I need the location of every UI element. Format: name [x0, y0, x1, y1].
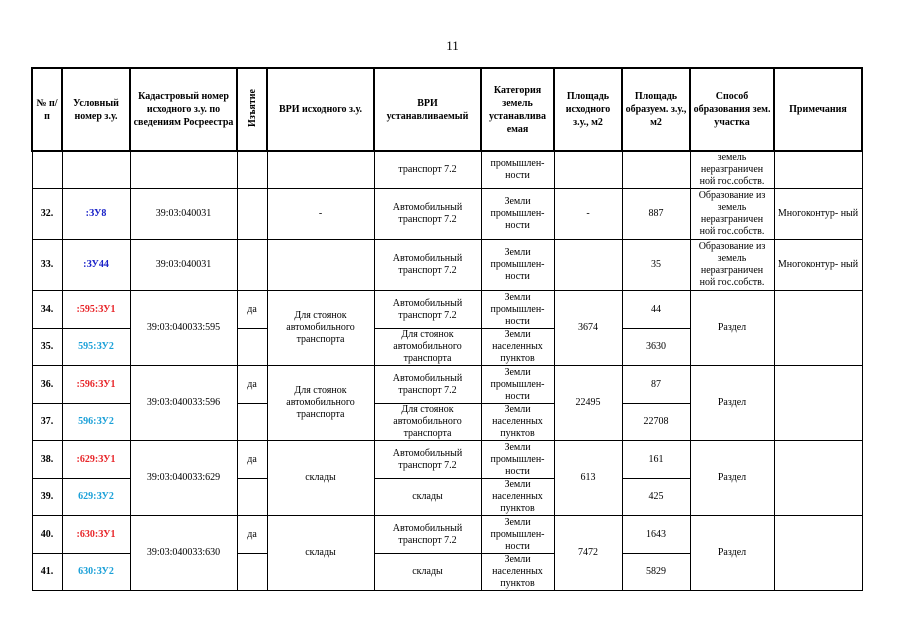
cell-area-formed: 1643 — [622, 516, 690, 554]
cell-code: :ЗУ44 — [62, 240, 130, 291]
cell-code: :ЗУ8 — [62, 189, 130, 240]
cell-method: земель неразграничен ной гос.собств. — [690, 151, 774, 189]
header-category: Категория земель устанавлива емая — [481, 68, 554, 151]
page-number: 11 — [446, 38, 459, 53]
table-row — [32, 366, 862, 404]
cell-cadastral: 39:03:040033:595 — [130, 291, 237, 366]
cell-vri-source: - — [267, 189, 374, 240]
cell-vri-source: Для стоянок автомобильного транспорта — [267, 291, 374, 366]
land-plots-table — [31, 67, 863, 591]
table-row — [32, 516, 862, 554]
cell-method: Образование из земель неразграничен ной гос.собств. — [690, 240, 774, 291]
cell-category: Земли населенных пунктов — [481, 479, 554, 516]
cell-category: Земли населенных пунктов — [481, 329, 554, 366]
cell-vri-set: Автомобильный транспорт 7.2 — [374, 240, 481, 291]
cell-seizure: да — [237, 441, 267, 479]
cell-vri-set: Автомобильный транспорт 7.2 — [374, 441, 481, 479]
cell-category: Земли населенных пунктов — [481, 554, 554, 591]
header-conditional-number: Условный номер з.у. — [62, 68, 130, 151]
header-vri-set: ВРИ устанавливаемый — [374, 68, 481, 151]
cell-cadastral: 39:03:040033:596 — [130, 366, 237, 441]
cell-vri-set: Автомобильный транспорт 7.2 — [374, 516, 481, 554]
cell-vri-set: склады — [374, 479, 481, 516]
cell-category: промышлен- ности — [481, 151, 554, 189]
cell-num: 32. — [32, 189, 62, 240]
cell-num — [32, 151, 62, 189]
cell-notes — [774, 291, 862, 366]
cell-cadastral: 39:03:040033:630 — [130, 516, 237, 591]
cell-vri-set: склады — [374, 554, 481, 591]
cell-code: 630:ЗУ2 — [62, 554, 130, 591]
cell-num: 41. — [32, 554, 62, 591]
cell-vri-set: Автомобильный транспорт 7.2 — [374, 189, 481, 240]
cell-vri-set: Для стоянок автомобильного транспорта — [374, 404, 481, 441]
cell-notes — [774, 151, 862, 189]
cell-num: 40. — [32, 516, 62, 554]
cell-code: 629:ЗУ2 — [62, 479, 130, 516]
cell-num: 33. — [32, 240, 62, 291]
cell-notes — [774, 516, 862, 591]
cell-cadastral: 39:03:040031 — [130, 240, 237, 291]
cell-category: Земли промышлен- ности — [481, 516, 554, 554]
cell-area-formed: 22708 — [622, 404, 690, 441]
header-area-source: Площадь исходного з.у., м2 — [554, 68, 622, 151]
cell-area-formed: 35 — [622, 240, 690, 291]
cell-vri-set: Автомобильный транспорт 7.2 — [374, 291, 481, 329]
cell-vri-source: Для стоянок автомобильного транспорта — [267, 366, 374, 441]
cell-code: :595:ЗУ1 — [62, 291, 130, 329]
header-seizure — [237, 68, 267, 151]
cell-area-source: - — [554, 189, 622, 240]
cell-area-formed: 887 — [622, 189, 690, 240]
header-notes: Примечания — [774, 68, 862, 151]
cell-num: 36. — [32, 366, 62, 404]
header-cadastral-number: Кадастровый номер исходного з.у. по сведениям Росреестра — [130, 68, 237, 151]
cell-notes — [774, 441, 862, 516]
cell-category: Земли промышлен- ности — [481, 291, 554, 329]
cell-area-formed: 3630 — [622, 329, 690, 366]
cell-area-formed: 5829 — [622, 554, 690, 591]
cell-area-formed: 161 — [622, 441, 690, 479]
cell-method: Раздел — [690, 366, 774, 441]
cell-vri-source — [267, 151, 374, 189]
cell-code: 596:ЗУ2 — [62, 404, 130, 441]
cell-method: Образование из земель неразграничен ной гос.собств. — [690, 189, 774, 240]
cell-notes — [774, 366, 862, 441]
header-area-formed: Площадь образуем. з.у., м2 — [622, 68, 690, 151]
cell-seizure — [237, 329, 267, 366]
cell-category: Земли населенных пунктов — [481, 404, 554, 441]
table-row — [32, 441, 862, 479]
header-seizure-label: Изъятие — [246, 88, 258, 127]
cell-method: Раздел — [690, 441, 774, 516]
cell-cadastral — [130, 151, 237, 189]
cell-code: :596:ЗУ1 — [62, 366, 130, 404]
cell-vri-source: склады — [267, 441, 374, 516]
cell-num: 35. — [32, 329, 62, 366]
cell-category: Земли промышлен- ности — [481, 441, 554, 479]
cell-num: 38. — [32, 441, 62, 479]
table-row — [32, 291, 862, 329]
cell-method: Раздел — [690, 516, 774, 591]
cell-seizure: да — [237, 516, 267, 554]
cell-seizure — [237, 240, 267, 291]
cell-cadastral: 39:03:040033:629 — [130, 441, 237, 516]
cell-vri-set: Автомобильный транспорт 7.2 — [374, 366, 481, 404]
cell-vri-set: транспорт 7.2 — [374, 151, 481, 189]
cell-cadastral: 39:03:040031 — [130, 189, 237, 240]
cell-vri-set: Для стоянок автомобильного транспорта — [374, 329, 481, 366]
cell-area-source: 7472 — [554, 516, 622, 591]
table-row-continuation — [32, 151, 862, 189]
cell-area-formed: 425 — [622, 479, 690, 516]
cell-num: 37. — [32, 404, 62, 441]
cell-vri-source — [267, 240, 374, 291]
cell-category: Земли промышлен- ности — [481, 240, 554, 291]
cell-method: Раздел — [690, 291, 774, 366]
cell-area-source: 3674 — [554, 291, 622, 366]
header-vri-source: ВРИ исходного з.у. — [267, 68, 374, 151]
cell-code: :629:ЗУ1 — [62, 441, 130, 479]
cell-area-source — [554, 151, 622, 189]
header-row — [32, 68, 862, 151]
cell-num: 39. — [32, 479, 62, 516]
cell-notes: Многоконтур- ный — [774, 240, 862, 291]
table-row — [32, 240, 862, 291]
cell-area-source — [554, 240, 622, 291]
cell-code: 595:ЗУ2 — [62, 329, 130, 366]
cell-category: Земли промышлен- ности — [481, 366, 554, 404]
cell-area-formed — [622, 151, 690, 189]
table-row — [32, 189, 862, 240]
cell-num: 34. — [32, 291, 62, 329]
cell-area-formed: 87 — [622, 366, 690, 404]
cell-seizure — [237, 189, 267, 240]
cell-seizure: да — [237, 366, 267, 404]
cell-category: Земли промышлен- ности — [481, 189, 554, 240]
cell-notes: Многоконтур- ный — [774, 189, 862, 240]
cell-code — [62, 151, 130, 189]
cell-seizure — [237, 554, 267, 591]
cell-seizure — [237, 404, 267, 441]
cell-area-source: 22495 — [554, 366, 622, 441]
cell-seizure — [237, 151, 267, 189]
cell-area-formed: 44 — [622, 291, 690, 329]
cell-area-source: 613 — [554, 441, 622, 516]
cell-seizure: да — [237, 291, 267, 329]
cell-code: :630:ЗУ1 — [62, 516, 130, 554]
cell-seizure — [237, 479, 267, 516]
cell-vri-source: склады — [267, 516, 374, 591]
header-num: № п/п — [32, 68, 62, 151]
header-method: Способ образования зем. участка — [690, 68, 774, 151]
